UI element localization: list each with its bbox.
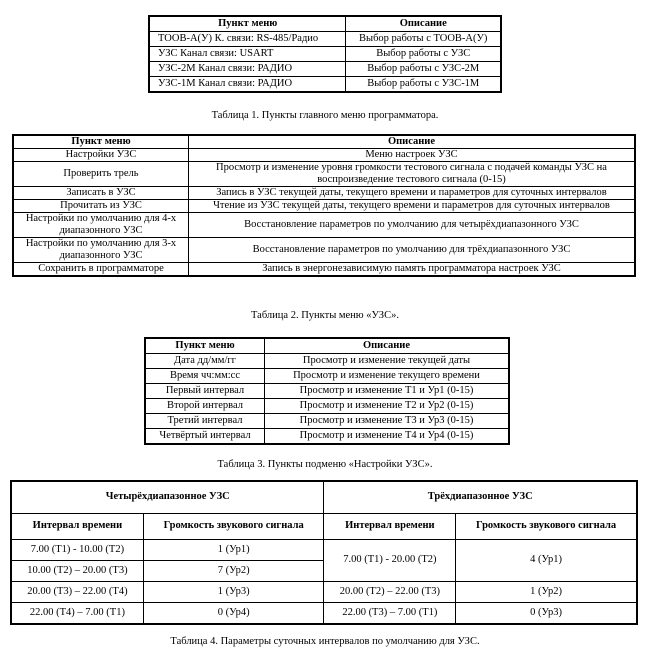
table-header-row: [149, 16, 501, 32]
table-row: [11, 539, 637, 560]
table-row: [149, 77, 501, 93]
menu-item-cell: Проверить трель: [13, 162, 189, 187]
column-header: Интервал времени: [11, 513, 143, 539]
table-header-row: [11, 513, 637, 539]
four-band-group-header: Четырёхдиапазонное УЗС: [11, 481, 324, 513]
interval-cell: 22.00 (Т3) – 7.00 (Т1): [324, 602, 456, 624]
description-cell: Просмотр и изменение Т4 и Ур4 (0-15): [265, 429, 510, 445]
volume-cell: 0 (Ур3): [456, 602, 637, 624]
description-cell: Просмотр и изменение Т3 и Ур3 (0-15): [265, 414, 510, 429]
description-cell: Выбор работы с УЗС-1М: [346, 77, 501, 93]
column-header: Громкость звукового сигнала: [456, 513, 637, 539]
table-row: [145, 429, 509, 445]
volume-cell: 1 (Ур1): [143, 539, 324, 560]
table-row: [149, 62, 501, 77]
menu-item-cell: Время чч:мм:сс: [145, 369, 265, 384]
menu-item-cell: Настройки УЗС: [13, 149, 189, 162]
table-row: [13, 149, 635, 162]
volume-cell: 7 (Ур2): [143, 560, 324, 581]
menu-item-cell: Четвёртый интервал: [145, 429, 265, 445]
column-header: Пункт меню: [145, 338, 265, 354]
interval-cell: 7.00 (Т1) - 10.00 (Т2): [11, 539, 143, 560]
volume-cell: 4 (Ур1): [456, 539, 637, 581]
menu-item-cell: Первый интервал: [145, 384, 265, 399]
description-cell: Выбор работы с ТООВ-А(У): [346, 32, 501, 47]
table-caption: Таблица 4. Параметры суточных интервалов по умолчанию для УЗС.: [170, 636, 480, 647]
menu-item-cell: Записать в УЗС: [13, 187, 189, 200]
description-cell: Выбор работы с УЗС-2М: [346, 62, 501, 77]
column-header: Описание: [189, 135, 636, 149]
description-cell: Просмотр и изменение уровня громкости тестового сигнала с подачей команды УЗС на воспроизведение тестового сигнала (0-15): [189, 162, 636, 187]
table-row: [13, 187, 635, 200]
column-header: Интервал времени: [324, 513, 456, 539]
uzs-menu-table: [12, 134, 636, 277]
table-row: [145, 414, 509, 429]
column-header: Описание: [265, 338, 510, 354]
table-caption: Таблица 3. Пункты подменю «Настройки УЗС».: [217, 459, 433, 470]
uzs-settings-submenu-table: [144, 337, 510, 445]
description-cell: Просмотр и изменение Т1 и Ур1 (0-15): [265, 384, 510, 399]
main-menu-table: [148, 15, 502, 93]
description-cell: Просмотр и изменение Т2 и Ур2 (0-15): [265, 399, 510, 414]
menu-item-cell: Настройки по умолчанию для 4-х диапазонного УЗС: [13, 213, 189, 238]
volume-cell: 0 (Ур4): [143, 602, 324, 624]
interval-cell: 7.00 (Т1) - 20.00 (Т2): [324, 539, 456, 581]
menu-item-cell: УЗС Канал связи: USART: [149, 47, 346, 62]
table-header-row: [145, 338, 509, 354]
menu-item-cell: Второй интервал: [145, 399, 265, 414]
description-cell: Просмотр и изменение текущей даты: [265, 354, 510, 369]
interval-cell: 20.00 (Т2) – 22.00 (Т3): [324, 581, 456, 602]
table-header-row: [13, 135, 635, 149]
table-row: [145, 399, 509, 414]
table-caption: Таблица 2. Пункты меню «УЗС».: [251, 310, 399, 321]
volume-cell: 1 (Ур2): [456, 581, 637, 602]
interval-cell: 20.00 (Т3) – 22.00 (Т4): [11, 581, 143, 602]
table-row: [145, 384, 509, 399]
column-header: Пункт меню: [13, 135, 189, 149]
table-row: [13, 162, 635, 187]
table-row: [149, 32, 501, 47]
description-cell: Запись в энергонезависимую память программатора настроек УЗС: [189, 263, 636, 277]
menu-item-cell: Прочитать из УЗС: [13, 200, 189, 213]
column-header: Пункт меню: [149, 16, 346, 32]
menu-item-cell: УЗС-1М Канал связи: РАДИО: [149, 77, 346, 93]
menu-item-cell: Дата дд/мм/гг: [145, 354, 265, 369]
description-cell: Просмотр и изменение текущего времени: [265, 369, 510, 384]
interval-cell: 10.00 (Т2) – 20.00 (Т3): [11, 560, 143, 581]
menu-item-cell: УЗС-2М Канал связи: РАДИО: [149, 62, 346, 77]
menu-item-cell: Настройки по умолчанию для 3-х диапазонного УЗС: [13, 238, 189, 263]
menu-item-cell: Сохранить в программаторе: [13, 263, 189, 277]
table-row: [149, 47, 501, 62]
menu-item-cell: ТООВ-А(У) К. связи: RS-485/Радио: [149, 32, 346, 47]
table-row: [11, 581, 637, 602]
group-header-row: [11, 481, 637, 513]
table-row: [11, 602, 637, 624]
description-cell: Восстановление параметров по умолчанию для четырёхдиапазонного УЗС: [189, 213, 636, 238]
table-row: [13, 238, 635, 263]
description-cell: Выбор работы с УЗС: [346, 47, 501, 62]
table-row: [13, 263, 635, 277]
three-band-group-header: Трёхдиапазонное УЗС: [324, 481, 637, 513]
volume-cell: 1 (Ур3): [143, 581, 324, 602]
interval-cell: 22.00 (Т4) – 7.00 (Т1): [11, 602, 143, 624]
table-row: [13, 200, 635, 213]
description-cell: Чтение из УЗС текущей даты, текущего времени и параметров для суточных интервалов: [189, 200, 636, 213]
column-header: Громкость звукового сигнала: [143, 513, 324, 539]
menu-item-cell: Третий интервал: [145, 414, 265, 429]
description-cell: Восстановление параметров по умолчанию для трёхдиапазонного УЗС: [189, 238, 636, 263]
table-row: [13, 213, 635, 238]
table-row: [145, 354, 509, 369]
table-caption: Таблица 1. Пункты главного меню программатора.: [211, 110, 439, 121]
description-cell: Меню настроек УЗС: [189, 149, 636, 162]
description-cell: Запись в УЗС текущей даты, текущего времени и параметров для суточных интервалов: [189, 187, 636, 200]
table-row: [145, 369, 509, 384]
column-header: Описание: [346, 16, 501, 32]
default-intervals-table: [10, 480, 638, 625]
